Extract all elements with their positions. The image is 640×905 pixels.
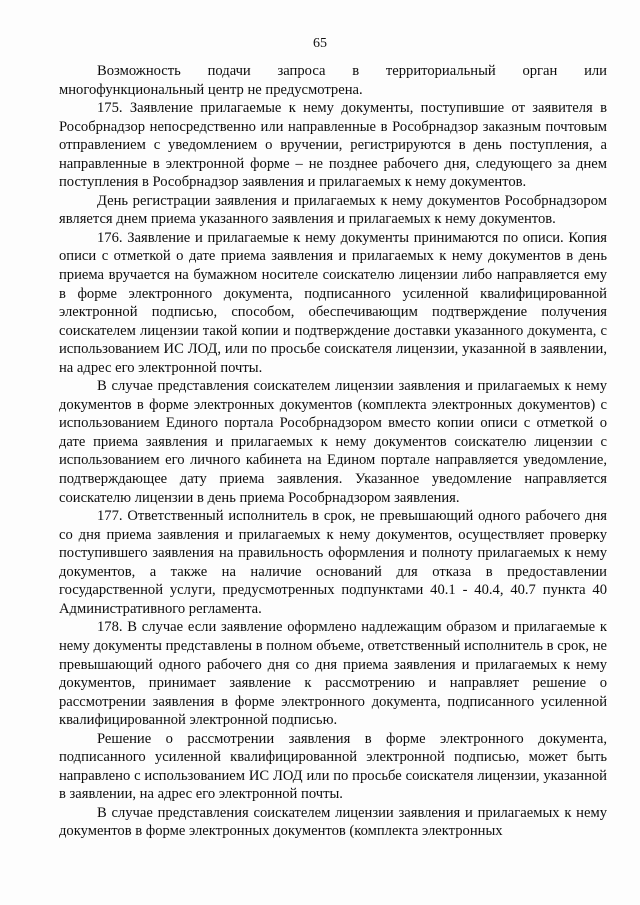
paragraph-177: 177. Ответственный исполнитель в срок, не превышающий одного рабочего дня со дня приема заявления и прилагаемых к нему документов, осуществляет проверку поступившего заявления на правильность оформления и полноту прилагаемых к нему документов, а также на наличие оснований для отказа в предоставлении государственной услуги, предусмотренных подпунктами 40.1 - 40.4, 40.7 пункта 40 Административного регламента. [59,508,607,617]
paragraph-178: 178. В случае если заявление оформлено надлежащим образом и прилагаемые к нему документы представлены в полном объеме, ответственный исполнитель в срок, не превышающий одного рабочего дня со дня приема заявления и прилагаемых к нему документов, принимает заявление к рассмотрению и направляет решение о рассмотрении заявления в форме электронного документа, подписанного усиленной квалифицированной электронной подписью. [59,619,607,729]
paragraph-registration-day: День регистрации заявления и прилагаемых к нему документов Рособрнадзором является днем приема указанного заявления и прилагаемых к нему документов. [59,192,607,228]
page-number: 65 [313,36,327,51]
paragraph-decision: Решение о рассмотрении заявления в форме электронного документа, подписанного усиленной квалифицированной электронной подписью, может быть направлено с использованием ИС ЛОД или по просьбе соискателя лицензии, указанной в заявлении, на адрес его электронной почты. [59,730,607,803]
document-body [59,62,607,841]
paragraph-175: 175. Заявление прилагаемые к нему документы, поступившие от заявителя в Рособрнадзор непосредственно или направленные в Рособрнадзор заказным почтовым отправлением с уведомлением о вручении, регистрируются в день поступления, а направленные в электронной форме – не позднее рабочего дня, следующего за днем поступления в Рособрнадзор заявления и прилагаемых к нему документов. [59,100,607,191]
paragraph-176: 176. Заявление и прилагаемые к нему документы принимаются по описи. Копия описи с отметкой о дате приема заявления и прилагаемых к нему документов в день приема вручается на бумажном носителе соискателю лицензии либо направляется ему в форме электронного документа, подписанного усиленной квалифицированной электронной подписью, способом, обеспечивающим подтверждение получения соискателем лицензии такой копии и подтверждение доставки указанного документа, с использованием ИС ЛОД, или по просьбе соискателя лицензии, указанной в заявлении, на адрес его электронной почты. [59,229,607,376]
paragraph-electronic-submission: В случае представления соискателем лицензии заявления и прилагаемых к нему документов в форме электронных документов (комплекта электронных [59,804,607,840]
paragraph-epgu-notification: В случае представления соискателем лицензии заявления и прилагаемых к нему документов в форме электронных документов (комплекта электронных документов) с использованием Единого портала Рособрнадзором вместо копии описи с отметкой о дате приема заявления и прилагаемых к нему документов соискателю лицензии с использованием его личного кабинета на Едином портале направляется уведомление, подтверждающее дату приема заявления. Указанное уведомление направляется соискателю лицензии в день приема Рособрнадзором заявления. [59,378,607,506]
paragraph-intro: Возможность подачи запроса в территориальный орган или многофункциональный центр не предусмотрена. [59,63,607,98]
